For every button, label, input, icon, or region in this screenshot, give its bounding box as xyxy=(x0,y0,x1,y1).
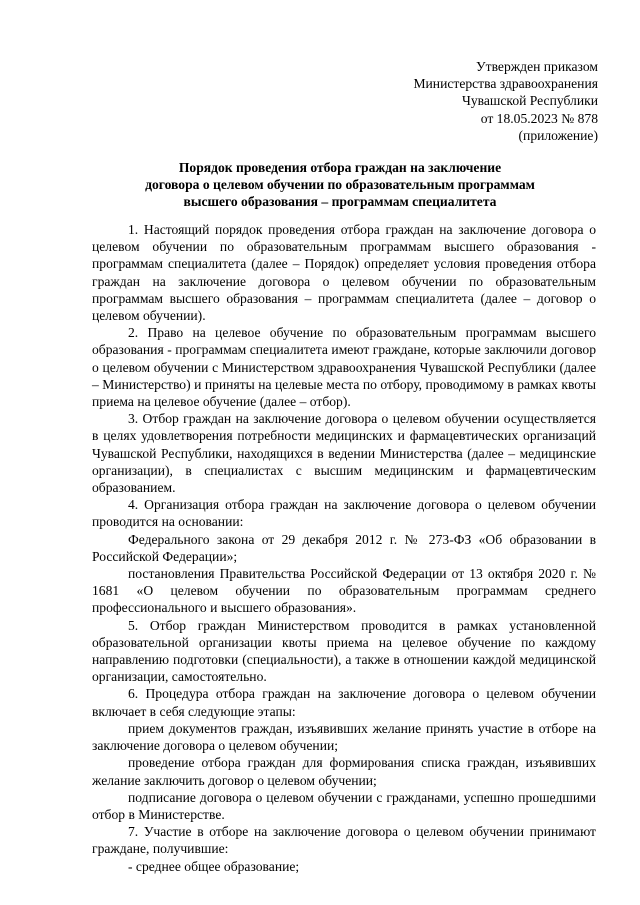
paragraph-6-stage-signing: подписание договора о целевом обучении с гражданами, успешно прошедшими отбор в Министерстве. xyxy=(92,789,596,822)
title-line: Порядок проведения отбора граждан на заключение xyxy=(178,160,502,175)
approval-line-appendix: (приложение) xyxy=(518,127,598,143)
paragraph-3: 3. Отбор граждан на заключение договора о целевом обучении осуществляется в целях удовлетворения потребности медицинских и фармацевтических организаций Чувашской Республики, находящихся в ведении Министерства (далее – медицинские организации), в специалистах с высшим медицинским и фармацевтическим образованием. xyxy=(92,411,596,496)
title-line: высшего образования – программам специалитета xyxy=(183,194,497,210)
paragraph-1: 1. Настоящий порядок проведения отбора граждан на заключение договора о целевом обучении по образовательным программам высшего образования - программам специалитета (далее – Порядок) определяет условия проведения отбора граждан на заключение договора о целевом обучении по образовательным программам высшего образования – программам специалитета (далее – договор о целевом обучении). xyxy=(92,222,596,324)
approval-block xyxy=(413,58,598,144)
approval-line-order-date: от 18.05.2023 № 878 xyxy=(480,110,598,126)
approval-line-republic: Чувашской Республики xyxy=(462,93,598,109)
paragraph-5: 5. Отбор граждан Министерством проводится в рамках установленной образовательной организации квоты приема на целевое обучение по каждому направлению подготовки (специальности), а также в отношении каждой медицинской организации, самостоятельно. xyxy=(92,617,596,685)
approval-line-ministry: Министерства здравоохранения xyxy=(413,76,598,92)
document-title xyxy=(92,159,588,211)
paragraph-6-stage-selection: проведение отбора граждан для формирования списка граждан, изъявивших желание заключить договор о целевом обучении; xyxy=(92,755,596,788)
paragraph-4: 4. Организация отбора граждан на заключение договора о целевом обучении проводится на основании: xyxy=(92,497,596,530)
title-line: договора о целевом обучении по образовательным программам xyxy=(145,177,535,193)
paragraph-4-government-decree: постановления Правительства Российской Федерации от 13 октября 2020 г. № 1681 «О целевом обучении по образовательным программам среднего профессионального и высшего образования». xyxy=(92,566,596,616)
paragraph-4-federal-law: Федерального закона от 29 декабря 2012 г. № 273-ФЗ «Об образовании в Российской Федерации»; xyxy=(92,531,596,564)
approval-line-approved: Утвержден приказом xyxy=(476,59,598,74)
paragraph-6-stage-documents: прием документов граждан, изъявивших желание принять участие в отборе на заключение договора о целевом обучении; xyxy=(92,720,596,754)
paragraph-6: 6. Процедура отбора граждан на заключение договора о целевом обучении включает в себя следующие этапы: xyxy=(92,686,596,719)
paragraph-7: 7. Участие в отборе на заключение договора о целевом обучении принимают граждане, получившие: xyxy=(92,824,596,857)
document-body xyxy=(92,221,596,875)
paragraph-7-item: - среднее общее образование; xyxy=(128,858,300,874)
paragraph-2: 2. Право на целевое обучение по образовательным программам высшего образования - программам специалитета имеют граждане, которые заключили договор о целевом обучении с Министерством здравоохранения Чувашской Республики (далее – Министерство) и приняты на целевые места по отбору, проводимому в рамках квоты приема на целевое обучение (далее – отбор). xyxy=(92,325,596,410)
